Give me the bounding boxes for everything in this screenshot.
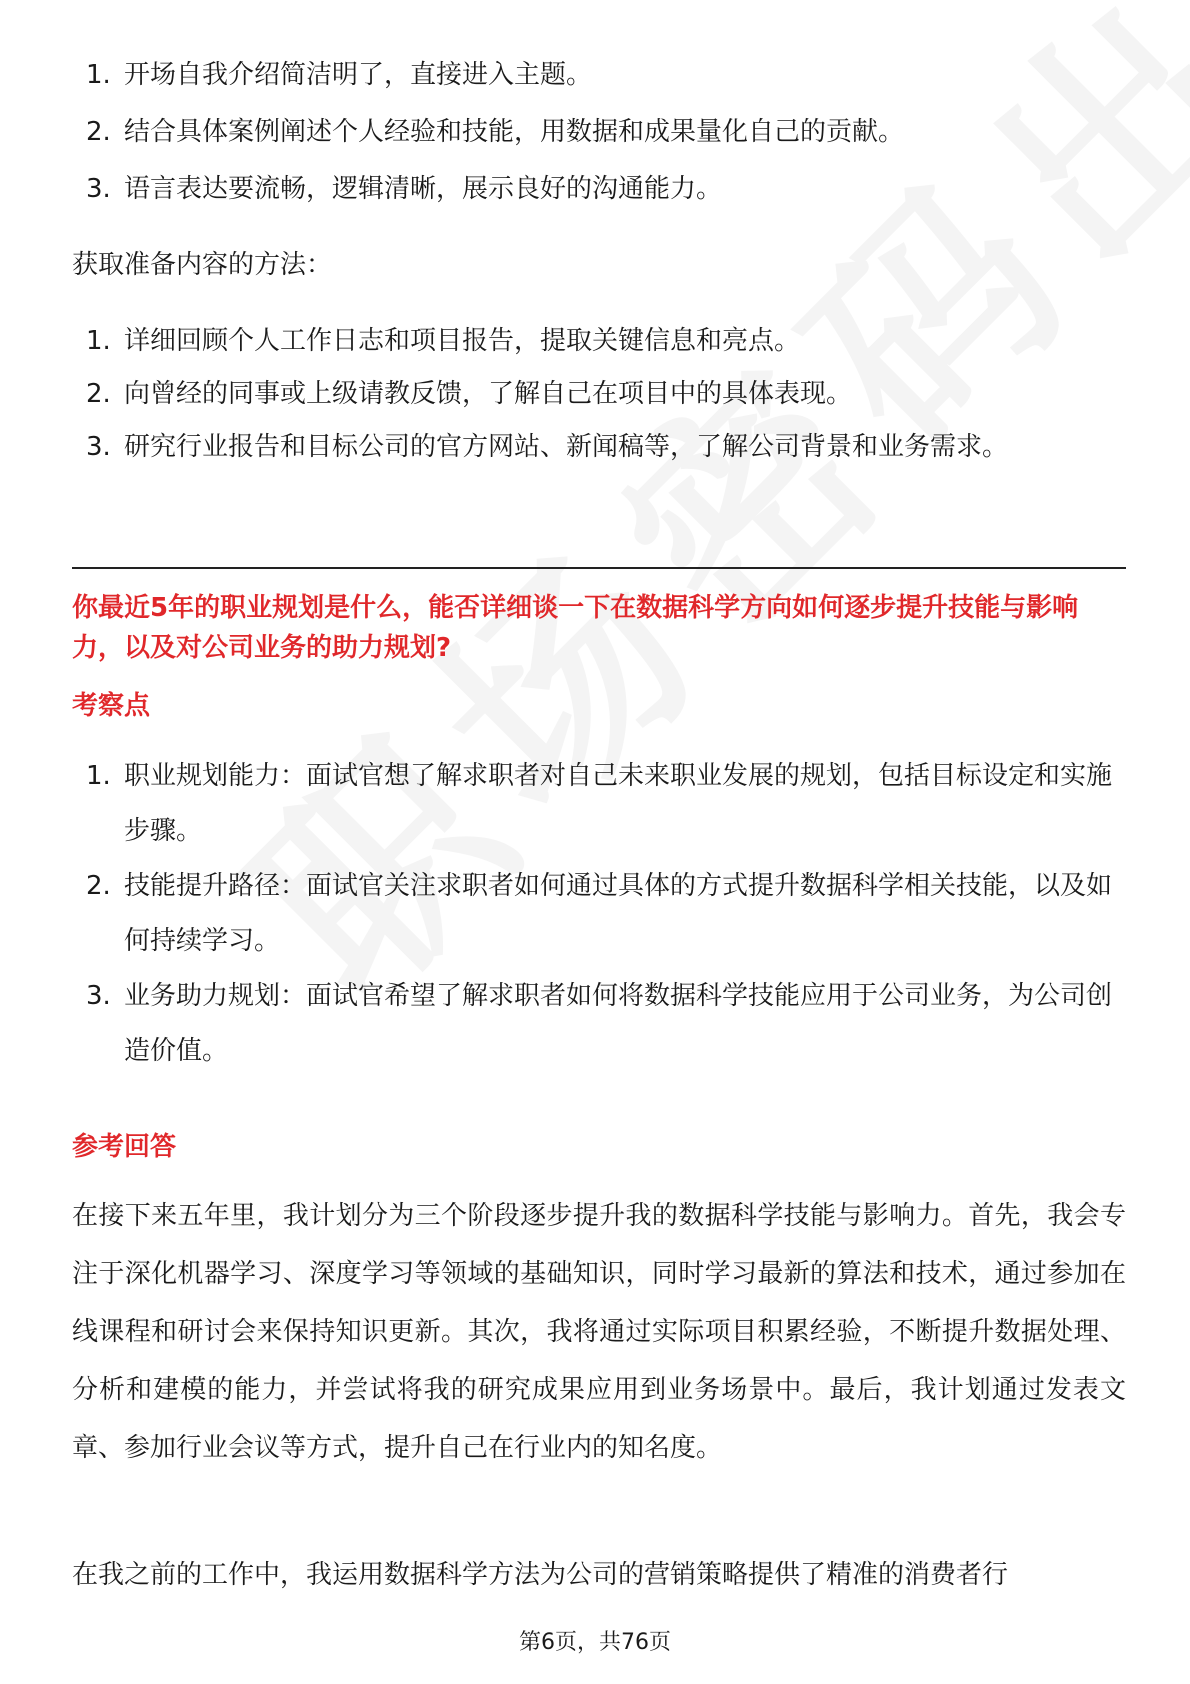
kaocha-heading: 考察点 [72, 691, 151, 721]
list-text: 语言表达要流畅，逻辑清晰，展示良好的沟通能力。 [124, 174, 723, 204]
list-text: 技能提升路径：面试官关注求职者如何通过具体的方式提升数据科学相关技能，以及如何持续学习。 [124, 871, 1113, 956]
list-text: 研究行业报告和目标公司的官方网站、新闻稿等，了解公司背景和业务需求。 [124, 432, 1009, 462]
list-item [72, 421, 1126, 474]
list-item [72, 104, 1126, 161]
prep-heading: 获取准备内容的方法： [72, 250, 333, 280]
list-number: 1. [86, 761, 111, 791]
list-text: 结合具体案例阐述个人经验和技能，用数据和成果量化自己的贡献。 [124, 117, 905, 147]
answer-heading: 参考回答 [72, 1132, 177, 1162]
list-number: 3. [86, 432, 111, 462]
tips-list [72, 47, 1126, 218]
list-text: 向曾经的同事或上级请教反馈，了解自己在项目中的具体表现。 [124, 379, 853, 409]
question-heading: 你最近5年的职业规划是什么，能否详细谈一下在数据科学方向如何逐步提升技能与影响力，以及对公司业务的助力规划? [72, 593, 1079, 663]
list-item [72, 47, 1126, 104]
answer-paragraph: 在我之前的工作中，我运用数据科学方法为公司的营销策略提供了精准的消费者行 [72, 1560, 1009, 1590]
list-number: 2. [86, 871, 111, 901]
list-item [72, 859, 1126, 969]
list-text: 业务助力规划：面试官希望了解求职者如何将数据科学技能应用于公司业务，为公司创造价值。 [124, 981, 1113, 1066]
list-number: 2. [86, 117, 111, 147]
list-item [72, 969, 1126, 1079]
list-item [72, 161, 1126, 218]
list-item [72, 368, 1126, 421]
list-text: 职业规划能力：面试官想了解求职者对自己未来职业发展的规划，包括目标设定和实施步骤。 [124, 761, 1113, 846]
kaocha-list [72, 749, 1126, 1079]
list-number: 1. [86, 326, 111, 356]
list-number: 1. [86, 60, 111, 90]
prep-list [72, 315, 1126, 474]
list-text: 详细回顾个人工作日志和项目报告，提取关键信息和亮点。 [124, 326, 801, 356]
list-number: 2. [86, 379, 111, 409]
section-divider [72, 567, 1126, 569]
list-number: 3. [86, 981, 111, 1011]
list-text: 开场自我介绍简洁明了，直接进入主题。 [124, 60, 593, 90]
answer-paragraph: 在接下来五年里，我计划分为三个阶段逐步提升我的数据科学技能与影响力。首先，我会专注于深化机器学习、深度学习等领域的基础知识，同时学习最新的算法和技术，通过参加在线课程和研讨会来保持知识更新。其次，我将通过实际项目积累经验，不断提升数据处理、分析和建模的能力，并尝试将我的研究成果应用到业务场景中。最后，我计划通过发表文章、参加行业会议等方式，提升自己在行业内的知名度。 [72, 1201, 1126, 1463]
list-number: 3. [86, 174, 111, 204]
list-item [72, 315, 1126, 368]
list-item [72, 749, 1126, 859]
page-number: 第6页，共76页 [519, 1630, 671, 1655]
